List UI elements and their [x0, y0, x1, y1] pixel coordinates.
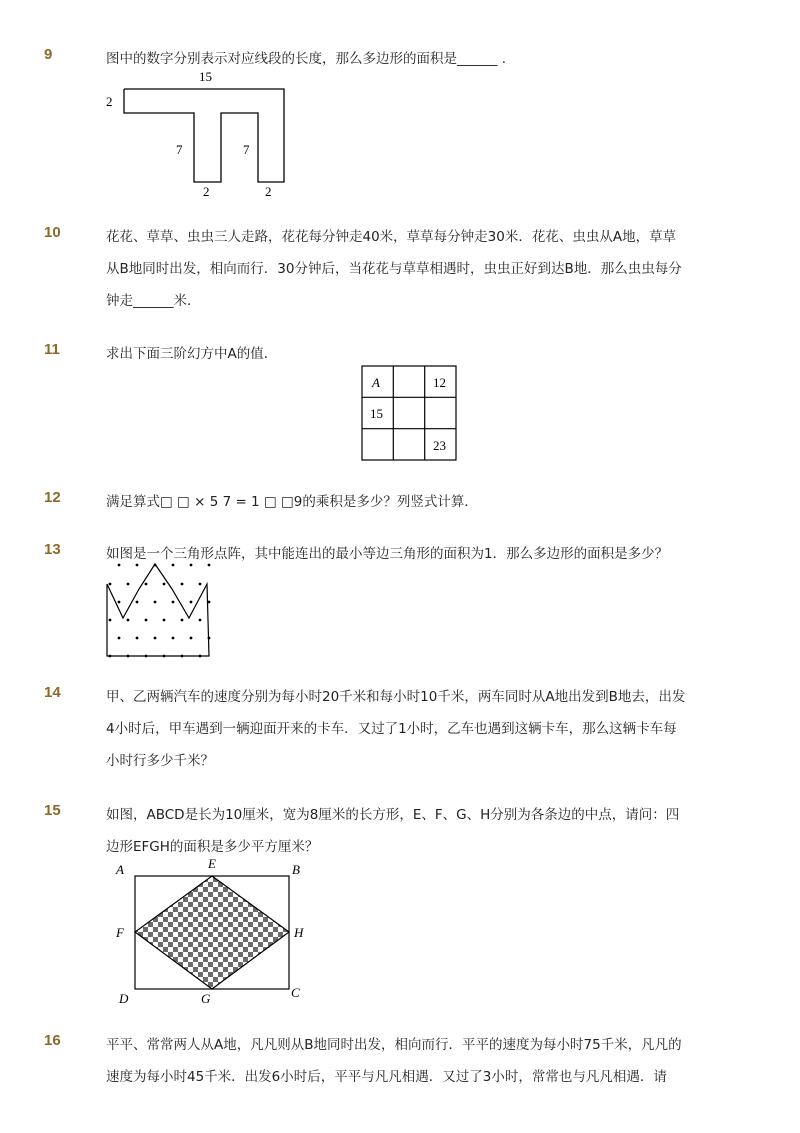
question-16-line-1: 平平、常常两人从A地，凡凡则从B地同时出发，相向而行．平平的速度为每小时75千米，凡凡的 — [106, 1037, 682, 1053]
crown-polygon — [107, 564, 209, 656]
label-B: B — [292, 862, 300, 877]
cell-r3c3: 23 — [433, 438, 446, 453]
label-2-bottom-right: 2 — [265, 184, 272, 199]
label-E: E — [208, 856, 216, 871]
question-14-line-2: 4小时后，甲车遇到一辆迎面开来的卡车．又过了1小时，乙车也遇到这辆卡车，那么这辆卡车每 — [106, 721, 677, 737]
question-number-12: 12 — [44, 489, 61, 506]
question-10-line-3: 钟走______米． — [106, 293, 201, 309]
label-H: H — [294, 925, 304, 940]
question-number-9: 9 — [44, 46, 53, 63]
question-10-line-1: 花花、草草、虫虫三人走路，花花每分钟走40米，草草每分钟走30米．花花、虫虫从A地，草草 — [106, 229, 677, 245]
question-14-line-1: 甲、乙两辆汽车的速度分别为每小时20千米和每小时10千米，两车同时从A地出发到B地去，出发 — [106, 689, 686, 705]
question-15-line-2: 边形EFGH的面积是多少平方厘米？ — [106, 839, 319, 855]
label-D: D — [119, 991, 129, 1006]
cell-r1c3: 12 — [433, 375, 446, 390]
label-15: 15 — [199, 69, 212, 84]
label-2-bottom-left: 2 — [203, 184, 210, 199]
label-G: G — [201, 991, 211, 1006]
question-15-figure — [108, 852, 313, 1010]
triangle-dot-lattice-figure — [100, 560, 216, 662]
cell-r1c1: A — [372, 375, 380, 390]
lattice-dots — [109, 564, 211, 658]
label-2-left: 2 — [106, 94, 113, 109]
question-number-16: 16 — [44, 1032, 61, 1049]
question-number-15: 15 — [44, 802, 61, 819]
question-16-line-2: 速度为每小时45千米．出发6小时后，平平与凡凡相遇．又过了3小时，常常也与凡凡相遇．请 — [106, 1069, 667, 1085]
question-15-line-1: 如图，ABCD是长为10厘米，宽为8厘米的长方形，E、F、G、H分别为各条边的中点，请问：四 — [106, 807, 680, 823]
question-number-13: 13 — [44, 541, 61, 558]
question-10-line-2: 从B地同时出发，相向而行．30分钟后，当花花与草草相遇时，虫虫正好到达B地．那么虫虫每分 — [106, 261, 682, 277]
cell-r2c1: 15 — [370, 406, 383, 421]
question-number-14: 14 — [44, 684, 61, 701]
label-C: C — [291, 985, 300, 1000]
question-number-11: 11 — [44, 341, 60, 358]
polygon-outline — [124, 89, 284, 182]
question-12-line-1: 满足算式□ □ × 5 7 = 1 □ □9的乘积是多少？列竖式计算． — [106, 494, 478, 510]
rhombus-efgh — [135, 876, 289, 989]
label-A: A — [116, 862, 124, 877]
label-F: F — [116, 925, 124, 940]
label-7-right: 7 — [243, 142, 250, 157]
question-14-line-3: 小时行多少千米？ — [106, 753, 214, 769]
magic-square — [361, 365, 458, 462]
question-9-line-1: 图中的数字分别表示对应线段的长度，那么多边形的面积是______ . — [106, 51, 507, 67]
label-7-left: 7 — [176, 142, 183, 157]
question-9-figure — [96, 64, 306, 204]
question-13-line-1: 如图是一个三角形点阵，其中能连出的最小等边三角形的面积为1．那么多边形的面积是多少？ — [106, 546, 669, 562]
question-number-10: 10 — [44, 224, 61, 241]
question-11-line-1: 求出下面三阶幻方中A的值． — [106, 346, 278, 362]
